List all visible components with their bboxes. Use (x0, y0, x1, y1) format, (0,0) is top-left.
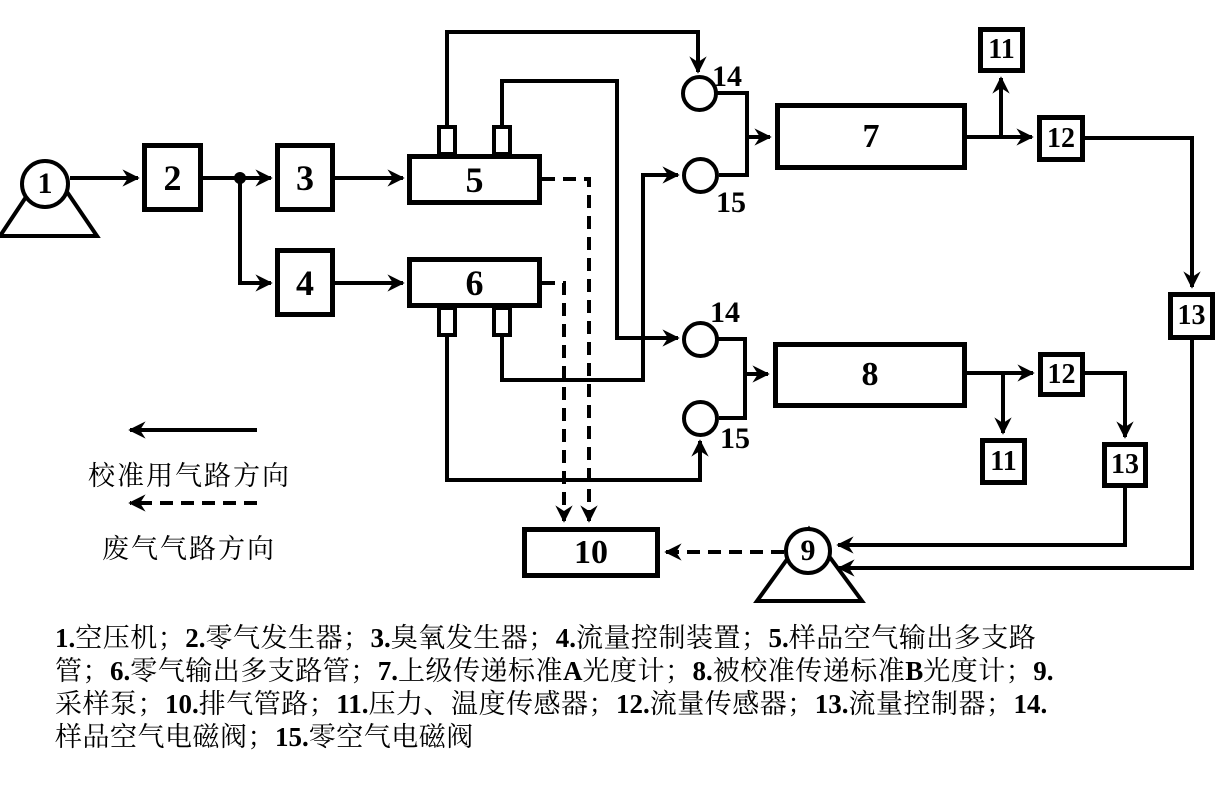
node-air-compressor: 1 (20, 159, 70, 209)
caption-index: B (905, 656, 924, 686)
node-manifold-port (492, 125, 512, 156)
edge-junction-to-4 (240, 178, 271, 283)
node-sample-air-manifold: 5 (407, 154, 542, 205)
caption-line (55, 721, 1195, 754)
caption-index: 6. (110, 656, 131, 686)
node-zero-air-manifold: 6 (407, 257, 542, 308)
valve-label-15-lower: 15 (720, 422, 750, 455)
caption-text: 零气输出多支路管； (130, 656, 378, 686)
edge-6-exhaust (542, 283, 564, 521)
caption-text: 管； (55, 656, 110, 686)
junction-dot (234, 172, 246, 184)
node-sampling-pump: 9 (784, 527, 832, 575)
caption-index: 7. (377, 656, 398, 686)
edge-valves-upper-join (717, 93, 747, 175)
caption-text: 采样泵； (55, 689, 165, 719)
caption-line (55, 622, 1195, 655)
caption-text: 上级传递标准 (398, 656, 563, 686)
caption-index: 1. (55, 623, 76, 653)
edge-12-to-13-lower (1085, 373, 1125, 437)
caption-index: 12. (616, 689, 650, 719)
caption-text: 被校准传递标准 (712, 656, 906, 686)
caption-text: 流量传感器； (649, 689, 815, 719)
node-flow-sensor-upper: 12 (1037, 115, 1085, 162)
caption-index: 13. (814, 689, 849, 719)
node-flow-control-device: 4 (275, 248, 335, 317)
caption-text: 样品空气电磁阀； (55, 722, 275, 752)
caption-index: 2. (185, 623, 206, 653)
legend-dashed-label: 废气气路方向 (102, 534, 276, 564)
caption-index: 15. (275, 722, 309, 752)
caption-index: 14. (1013, 689, 1048, 719)
node-flow-controller-upper: 13 (1168, 292, 1215, 340)
caption-text: 流量控制器； (848, 689, 1014, 719)
caption-text: 臭氧发生器； (390, 623, 556, 653)
node-flow-sensor-lower: 12 (1038, 352, 1085, 397)
caption-text: 零空气电磁阀 (308, 722, 474, 752)
node-photometer-a: 7 (775, 103, 967, 170)
node-photometer-b: 8 (773, 342, 967, 408)
edge-13-lower-to-9 (838, 488, 1125, 545)
valve-label-14-lower: 14 (710, 296, 740, 329)
caption-text: 光度计； (923, 656, 1034, 686)
caption-index: 9. (1033, 656, 1054, 686)
edge-5-to-valve14-upper (447, 32, 698, 125)
caption-index: 10. (165, 689, 199, 719)
edge-6-to-valve15-lower (447, 337, 700, 480)
caption-text: 流量控制装置； (576, 623, 769, 653)
edge-12-to-13-upper (1085, 138, 1192, 287)
caption-index: 5. (768, 623, 789, 653)
caption-index: 11. (336, 689, 369, 719)
valve-label-15-upper: 15 (716, 186, 746, 219)
caption-line (55, 688, 1195, 721)
valve-label-14-upper: 14 (712, 60, 742, 93)
caption-index: 8. (692, 656, 713, 686)
node-pressure-temp-sensor-lower: 11 (980, 438, 1027, 485)
caption-text: 压力、温度传感器； (368, 689, 617, 719)
caption-index: 3. (370, 623, 391, 653)
node-exhaust-line: 10 (522, 527, 660, 578)
caption (55, 622, 1195, 754)
node-ozone-generator: 3 (275, 143, 335, 212)
node-manifold-port (492, 306, 512, 337)
caption-text: 样品空气输出多支路 (788, 623, 1037, 653)
legend-solid-label: 校准用气路方向 (88, 461, 291, 491)
node-zero-air-generator: 2 (142, 143, 203, 212)
caption-text: 空压机； (75, 623, 186, 653)
caption-index: A (563, 656, 583, 686)
caption-line (55, 655, 1195, 688)
node-manifold-port (437, 306, 457, 337)
caption-text: 零气发生器； (205, 623, 371, 653)
node-flow-controller-lower: 13 (1102, 442, 1148, 488)
node-zero-air-solenoid-valve-lower (682, 400, 719, 437)
node-manifold-port (437, 125, 457, 156)
edge-valves-lower-join (718, 339, 745, 418)
caption-text: 排气管路； (198, 689, 337, 719)
node-pressure-temp-sensor-upper: 11 (978, 27, 1025, 73)
caption-text: 光度计； (582, 656, 693, 686)
node-zero-air-solenoid-valve-upper (682, 157, 719, 194)
caption-index: 4. (555, 623, 576, 653)
